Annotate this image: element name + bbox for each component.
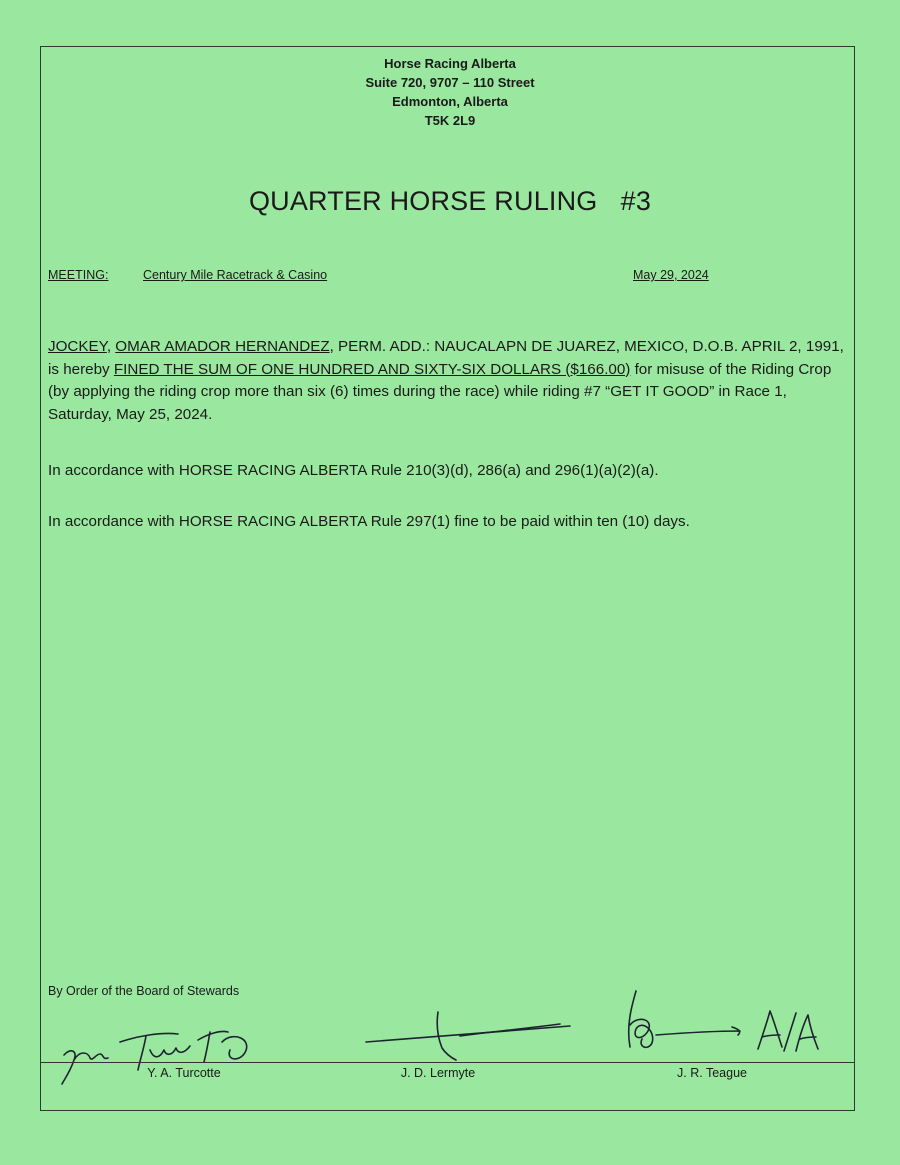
meeting-venue: Century Mile Racetrack & Casino [143,268,328,282]
postal-code: T5K 2L9 [424,113,476,128]
ruling-title: QUARTER HORSE RULING #3 [248,186,652,216]
teague-signature [612,985,832,1065]
rule-reference-2: In accordance with HORSE RACING ALBERTA Rule 297(1) fine to be paid within ten (10) days. [48,513,690,530]
rule-reference-1: In accordance with HORSE RACING ALBERTA Rule 210(3)(d), 286(a) and 296(1)(a)(2)(a). [48,462,659,479]
lermyte-signature [360,1008,580,1068]
signature-line [40,1062,855,1063]
letterhead [0,54,900,130]
meeting-date: May 29, 2024 [633,268,709,282]
ruling-text-part1: , PERM. ADD.: NAUCALAPN DE JUAREZ, MEXICO, D.O.B. APRIL 2, 1991, is hereby [48,338,844,378]
organization-name: Horse Racing Alberta [384,56,516,71]
fine-amount: FINED THE SUM OF ONE HUNDRED AND SIXTY-SIX DOLLARS ($166.00) [113,360,631,378]
ruling-paragraph [48,336,848,426]
address-line-1: Suite 720, 9707 – 110 Street [365,75,535,90]
jockey-role: JOCKEY [48,338,107,355]
steward-name-turcotte: Y. A. Turcotte [147,1066,221,1080]
jockey-name: OMAR AMADOR HERNANDEZ [115,338,330,355]
board-order-text: By Order of the Board of Stewards [48,984,240,998]
address-line-2: Edmonton, Alberta [392,94,508,109]
steward-name-lermyte: J. D. Lermyte [400,1066,476,1080]
steward-name-teague: J. R. Teague [677,1066,747,1080]
ruling-separator: , [106,338,116,355]
meeting-label: MEETING: [48,268,109,282]
ruling-text-part2: for misuse of the Riding Crop (by applying the riding crop more than six (6) times during the race) while riding #7 “GET IT GOOD” in Race 1, Saturday, May 25, 2024. [48,360,832,423]
